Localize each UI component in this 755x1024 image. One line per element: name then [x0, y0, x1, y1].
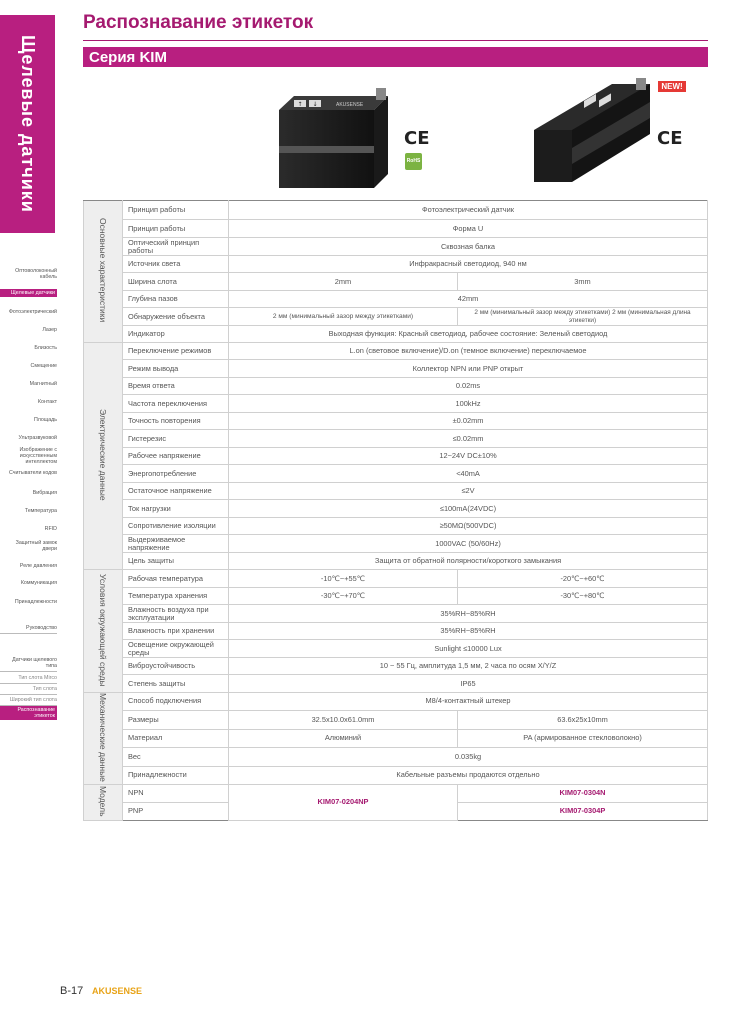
nav-item-safety-lock[interactable]: Защитный замок двери: [15, 540, 57, 552]
product-image-kim07: [276, 86, 396, 191]
spec-label: Энергопотребление: [123, 465, 229, 483]
group-basic: Основные характеристики: [84, 201, 123, 343]
spec-label: Обнаружение объекта: [123, 308, 229, 326]
spec-row: [84, 623, 708, 640]
spec-value: 35%RH~85%RH: [229, 623, 708, 640]
spec-label: Вес: [123, 747, 229, 766]
spec-row: [84, 201, 708, 220]
spec-value: Фотоэлектрический датчик: [229, 201, 708, 220]
spec-value: IP65: [229, 675, 708, 693]
spec-row: [84, 360, 708, 378]
spec-label: Гистерезис: [123, 430, 229, 448]
spec-value: ±0.02mm: [229, 413, 708, 430]
spec-value: 100kHz: [229, 395, 708, 413]
nav-item-proximity[interactable]: Близость: [34, 345, 57, 351]
spec-value: M8/4-контактный штекер: [229, 693, 708, 711]
spec-label: Температура хранения: [123, 588, 229, 605]
spec-label: Частота переключения: [123, 395, 229, 413]
spec-row: [84, 640, 708, 658]
spec-label: Влажность воздуха при эксплуатации: [123, 605, 229, 623]
spec-value: ≥50MΩ(500VDC): [229, 518, 708, 535]
spec-row: [84, 413, 708, 430]
model-row-npn: [84, 784, 708, 802]
nav-item-micro-slot[interactable]: Тип слота Mirco: [0, 675, 57, 684]
spec-label: Режим вывода: [123, 360, 229, 378]
nav-item-rfid[interactable]: RFID: [44, 526, 57, 532]
svg-text:↓: ↓: [312, 101, 318, 108]
spec-label: Время ответа: [123, 378, 229, 395]
nav-item-photoelectric[interactable]: Фотоэлектрический: [8, 309, 57, 315]
spec-value: 12~24V DC±10%: [229, 448, 708, 465]
spec-label: Источник света: [123, 256, 229, 273]
brand-logo: AKUSENSE: [92, 986, 143, 996]
category-band: [0, 15, 55, 233]
spec-row: [84, 570, 708, 588]
nav-item-slot-type[interactable]: Тип слота: [0, 686, 57, 695]
rohs-icon: RoHS: [405, 153, 422, 170]
spec-value-right: -30℃~+80℃: [458, 588, 708, 605]
spec-row: [84, 430, 708, 448]
spec-label: Сопротивление изоляции: [123, 518, 229, 535]
spec-row: [84, 448, 708, 465]
spec-value-right: 3mm: [458, 273, 708, 291]
spec-row: [84, 693, 708, 711]
group-environment: Условия окружающей среды: [84, 570, 123, 693]
nav-item-fiber[interactable]: Оптоволоконный кабель: [15, 268, 57, 280]
spec-row: [84, 675, 708, 693]
spec-label: Выдерживаемое напряжение: [123, 535, 229, 553]
nav-item-laser[interactable]: Лазер: [42, 327, 57, 333]
nav-item-ultrasonic[interactable]: Ультразвуковой: [18, 435, 57, 441]
spec-value: Форма U: [229, 220, 708, 238]
spec-value-right: 2 мм (минимальный зазор между этикетками) 2 мм (минимальная длина этикетки): [458, 308, 708, 326]
model-number-left: KIM07-0204NP: [229, 784, 458, 820]
spec-value: Кабельные разъемы продаются отдельно: [229, 766, 708, 784]
spec-row: [84, 256, 708, 273]
spec-value: 35%RH~85%RH: [229, 605, 708, 623]
spec-label: Освещение окружающей среды: [123, 640, 229, 658]
spec-label: Точность повторения: [123, 413, 229, 430]
spec-value-right: -20℃~+60℃: [458, 570, 708, 588]
spec-row: [84, 343, 708, 360]
spec-value-left: 2mm: [229, 273, 458, 291]
group-mechanical: Механические данные: [84, 693, 123, 785]
group-electrical: Электрические данные: [84, 343, 123, 570]
spec-row: [84, 326, 708, 343]
page-number: B-17: [60, 985, 84, 997]
spec-label: Ток нагрузки: [123, 500, 229, 518]
nav-item-temperature[interactable]: Температура: [24, 508, 57, 514]
spec-row: [84, 378, 708, 395]
spec-row: [84, 220, 708, 238]
ce-mark-right: CE: [657, 128, 683, 149]
spec-row: [84, 500, 708, 518]
product-image-kim07-0304: [532, 78, 654, 190]
nav-item-accessories[interactable]: Принадлежности: [14, 599, 57, 605]
nav-item-slot-type-sensors[interactable]: Датчики щелевого типа: [0, 657, 57, 672]
spec-label: Глубина пазов: [123, 291, 229, 308]
spec-value-right: PA (армированное стекловолокно): [458, 729, 708, 747]
nav-item-displacement[interactable]: Смещение: [30, 363, 57, 369]
new-badge: NEW!: [658, 81, 686, 92]
nav-item-area[interactable]: Площадь: [33, 417, 57, 423]
spec-label: Размеры: [123, 710, 229, 729]
spec-value-right: 63.6x25x10mm: [458, 710, 708, 729]
nav-item-label-recognition[interactable]: Распознавание этикеток: [0, 706, 57, 720]
nav-item-wide-slot[interactable]: Широкий тип слота: [0, 697, 57, 706]
series-header-bar: [83, 47, 708, 67]
nav-item-vibration[interactable]: Вибрация: [32, 490, 57, 496]
spec-row: [84, 766, 708, 784]
spec-label: Способ подключения: [123, 693, 229, 711]
title-divider: [83, 40, 708, 41]
spec-value: <40mA: [229, 465, 708, 483]
spec-label: Оптический принцип работы: [123, 238, 229, 256]
spec-row: [84, 465, 708, 483]
spec-row: [84, 710, 708, 729]
spec-row: [84, 238, 708, 256]
nav-item-code-readers[interactable]: Считыватели кодов: [8, 470, 57, 476]
spec-value: Sunlight ≤10000 Lux: [229, 640, 708, 658]
spec-label: Принцип работы: [123, 201, 229, 220]
spec-value-left: Алюминий: [229, 729, 458, 747]
spec-row: [84, 658, 708, 675]
svg-text:↑: ↑: [297, 101, 303, 108]
spec-value: 1000VAC (50/60Hz): [229, 535, 708, 553]
spec-value: ≤2V: [229, 483, 708, 500]
nav-item-ai-vision[interactable]: Изображение с искусственным интеллектом: [19, 447, 57, 465]
model-number-right-pnp: KIM07-0304P: [458, 802, 708, 820]
spec-row: [84, 273, 708, 291]
spec-value: L.on (световое включение)/D.on (темное включение) переключаемое: [229, 343, 708, 360]
spec-value: 42mm: [229, 291, 708, 308]
nav-item-magnetic[interactable]: Магнитный: [29, 381, 57, 387]
model-label-pnp: PNP: [123, 802, 229, 820]
spec-value: Инфракрасный светодиод, 940 нм: [229, 256, 708, 273]
model-label-npn: NPN: [123, 784, 229, 802]
spec-label: Цель защиты: [123, 553, 229, 570]
spec-value-left: -30℃~+70℃: [229, 588, 458, 605]
spec-row: [84, 588, 708, 605]
spec-row: [84, 518, 708, 535]
spec-label: Виброустойчивость: [123, 658, 229, 675]
category-band-label: Щелевые датчики: [18, 35, 38, 213]
spec-row: [84, 729, 708, 747]
spec-row: [84, 395, 708, 413]
spec-value: ≤0.02mm: [229, 430, 708, 448]
spec-value: 0.035kg: [229, 747, 708, 766]
spec-label: Принцип работы: [123, 220, 229, 238]
spec-label: Степень защиты: [123, 675, 229, 693]
nav-item-slot-sensors[interactable]: Щелевые датчики: [0, 289, 57, 297]
spec-label: Рабочая температура: [123, 570, 229, 588]
spec-value: Сквозная балка: [229, 238, 708, 256]
spec-row: [84, 291, 708, 308]
spec-value: Выходная функция: Красный светодиод, рабочее состояние: Зеленый светодиод: [229, 326, 708, 343]
model-number-right-npn: KIM07-0304N: [458, 784, 708, 802]
spec-value-left: -10℃~+55℃: [229, 570, 458, 588]
spec-value: Коллектор NPN или PNP открыт: [229, 360, 708, 378]
specification-table: [83, 200, 708, 821]
spec-value: 10 ~ 55 Гц, амплитуда 1,5 мм, 2 часа по осям X/Y/Z: [229, 658, 708, 675]
spec-label: Принадлежности: [123, 766, 229, 784]
svg-text:AKUSENSE: AKUSENSE: [336, 102, 364, 108]
spec-value: 0.02ms: [229, 378, 708, 395]
spec-row: [84, 535, 708, 553]
spec-value-left: 2 мм (минимальный зазор между этикетками): [229, 308, 458, 326]
spec-label: Влажность при хранении: [123, 623, 229, 640]
spec-value-left: 32.5x10.0x61.0mm: [229, 710, 458, 729]
spec-label: Материал: [123, 729, 229, 747]
ce-mark-left: CE: [404, 128, 430, 149]
spec-label: Остаточное напряжение: [123, 483, 229, 500]
spec-value: ≤100mA(24VDC): [229, 500, 708, 518]
page-title: Распознавание этикеток: [83, 12, 314, 33]
nav-item-contact[interactable]: Контакт: [37, 399, 57, 405]
spec-row: [84, 747, 708, 766]
spec-label: Ширина слота: [123, 273, 229, 291]
nav-item-pressure[interactable]: Реле давления: [19, 563, 57, 569]
spec-value: Защита от обратной полярности/короткого замыкания: [229, 553, 708, 570]
group-model: Модель: [84, 784, 123, 820]
nav-item-manual[interactable]: Руководство: [0, 625, 57, 634]
spec-row: [84, 553, 708, 570]
series-title: Серия KIM: [89, 49, 167, 66]
spec-row: [84, 308, 708, 326]
spec-label: Переключение режимов: [123, 343, 229, 360]
spec-label: Индикатор: [123, 326, 229, 343]
spec-row: [84, 605, 708, 623]
nav-item-communication[interactable]: Коммуникация: [20, 580, 57, 586]
spec-label: Рабочее напряжение: [123, 448, 229, 465]
spec-row: [84, 483, 708, 500]
